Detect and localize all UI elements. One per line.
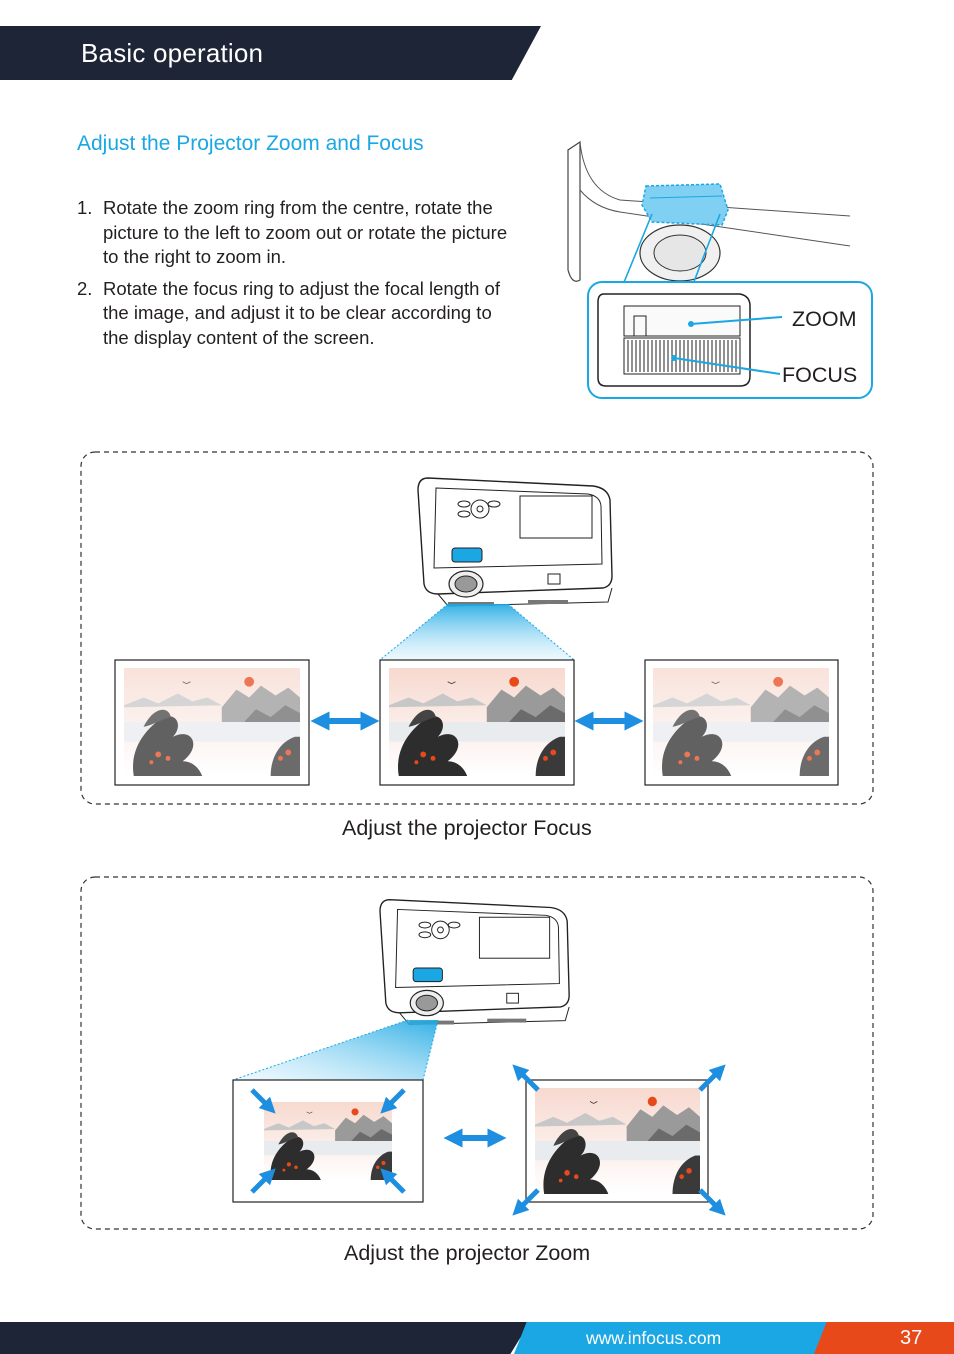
page-title: Basic operation (81, 38, 264, 68)
step-number: 1. (77, 197, 93, 218)
focus-diagram (81, 452, 873, 804)
footer-band-navy (0, 1322, 530, 1354)
step-text: Rotate the focus ring to adjust the focal length of the image, and adjust it to be clear according to the display content of the screen. (103, 277, 500, 348)
zoom-label: ZOOM (792, 307, 857, 331)
focus-figure-caption: Adjust the projector Focus (342, 816, 592, 840)
footer-band-orange (814, 1322, 954, 1354)
footer-website-link[interactable]: www.infocus.com (586, 1328, 722, 1348)
step-text: Rotate the zoom ring from the centre, rotate the picture to the left to zoom out or rotate the picture to the right to zoom in. (103, 197, 508, 267)
step-number: 2. (77, 277, 93, 299)
focus-label: FOCUS (782, 363, 858, 387)
page-number: 37 (900, 1327, 923, 1349)
projector-lens-closeup (568, 142, 850, 292)
section-title: Adjust the Projector Zoom and Focus (77, 132, 424, 155)
zoom-figure-caption: Adjust the projector Zoom (344, 1241, 591, 1265)
zoom-diagram (81, 877, 873, 1229)
